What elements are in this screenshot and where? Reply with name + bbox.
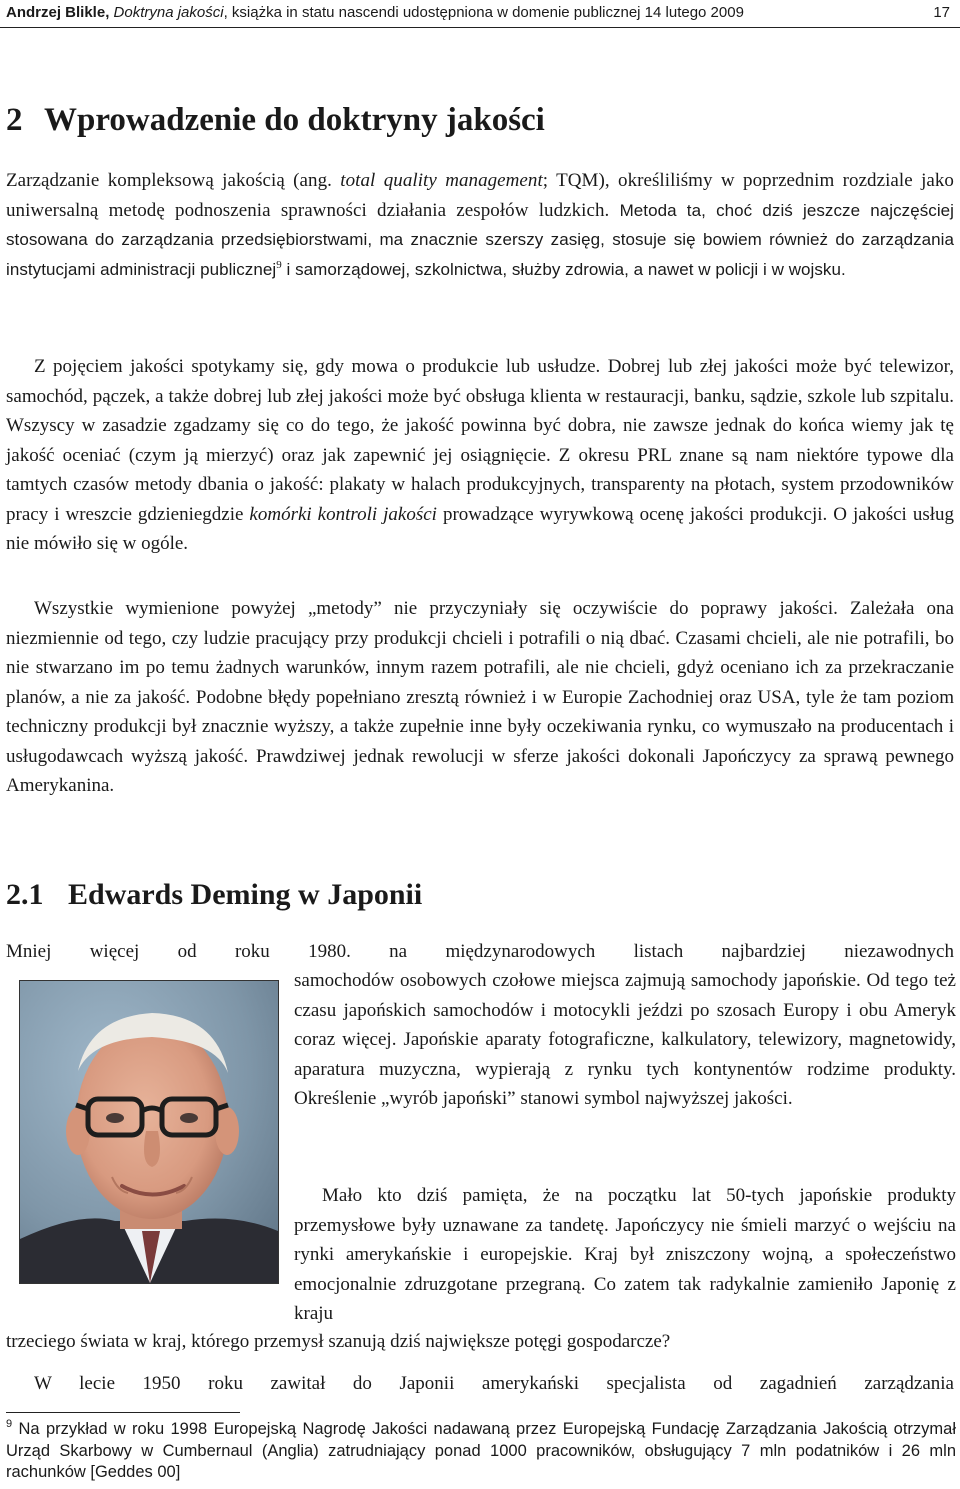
portrait-photo xyxy=(19,980,279,1284)
section-title: Edwards Deming w Japonii xyxy=(68,878,423,911)
paragraph-1-text-e: i samorządowej, szkolnictwa, służby zdrowia, a nawet w policji i w wojsku. xyxy=(281,259,846,279)
footnote-number: 9 xyxy=(6,1418,13,1430)
paragraph-2-text-a: Z pojęciem jakości spotykamy się, gdy mowa o produkcie lub usłudze. Dobrej lub złej jakości może być telewizor, samochód, pączek, a także dobrej lub złej jakości może być obsługa klienta w restauracji, banku, sądzie, szkole lub szpitalu. Wszyscy w zasadzie zgadzamy się co do tego, że jakość powinna być dobra, nie zawsze jednak do końca wiemy jak tę jakość oceniać (czym ją mierzyć) oraz jak zapewnić jej osiągnięcie. Z okresu PRL znane są nam niektóre typowe dla tamtych czasów metody dbania o jakość: plakaty w halach produkcyjnych, transparenty na płotach, system przodowników pracy i wreszcie gdzieniegdzie xyxy=(6,356,954,525)
footnote-rule xyxy=(6,1412,240,1413)
chapter-title: Wprowadzenie do doktryny jakości xyxy=(44,102,545,138)
paragraph-1-text-d: Metoda ta, choć dziś jeszcze najczęściej stosowana do zarządzania przedsiębiorstwami, ma znacznie szerszy zasięg, stosuje się bowiem również do zarządzania instytucjami administracji publicznej xyxy=(6,200,954,279)
running-head-text xyxy=(6,2,744,24)
paragraph-4-rest: samochodów osobowych czołowe miejsca zajmują samochody japońskie. Od tego też czasu japońskich samochodów i motocykli jeździ po szosach Europy i obu Ameryk coraz więcej. Japońskie aparaty fotograficzne, kalkulatory, telewizory, magnetowidy, aparatura muzyczna, wypierają z rynku tych kontynentów rodzime produkty. Określenie „wyrób japoński” stanowi symbol najwyższej jakości. xyxy=(294,970,956,1109)
paragraph-1-term: total quality management xyxy=(340,170,543,191)
paragraph-1-text-c: ; TQM), określiliśmy w poprzednim rozdziale jako uniwersalną metodę podnoszenia sprawności działania zespołów ludzkich. xyxy=(6,170,954,221)
page-number: 17 xyxy=(933,4,950,21)
paragraph-2-term: komórki kontroli jakości xyxy=(249,503,437,525)
section-number: 2.1 xyxy=(6,878,44,911)
header-rule xyxy=(0,27,960,28)
paragraph-5: Mało kto dziś pamięta, że na początku lat 50-tych japońskie produkty przemysłowe były uznawane za tandetę. Japończycy nie śmieli marzyć o wejściu na rynki amerykańskie i europejskie. Kraj był zniszczony wojną, a społeczeństwo emocjonalnie zdruzgotane przegraną. Co zatem tak radykalnie zamieniło Japonię z kraju xyxy=(294,1185,956,1324)
footnote-text: Na przykład w roku 1998 Europejską Nagrodę Jakości nadawaną przez Europejską Fundację Zarządzania Jakością otrzymał Urząd Skarbowy w Cumbernaul (Anglia) zatrudniający ponad 1000 pracowników, obsługujący 7 mln podatników i 26 mln rachunków [Geddes 00] xyxy=(6,1420,956,1481)
running-head-rest: , książka in statu nascendi udostępniona w domenie publicznej 14 lutego 2009 xyxy=(223,4,744,21)
chapter-heading xyxy=(6,100,545,140)
section-heading xyxy=(6,876,422,914)
paragraph-1 xyxy=(6,166,954,284)
paragraph-4-first-line: Mniej więcej od roku 1980. na międzynarodowych listach najbardziej niezawodnych xyxy=(6,941,954,962)
running-head-author: Andrzej Blikle, xyxy=(6,4,110,21)
footnote-9 xyxy=(6,1419,956,1484)
paragraph-6: W lecie 1950 roku zawitał do Japonii amerykański specjalista od zagadnień zarządzania xyxy=(34,1373,954,1394)
footnote-ref-9[interactable]: 9 xyxy=(276,258,282,271)
paragraph-5-tail: trzeciego świata w kraj, którego przemysł szanują dziś największe potęgi gospodarcze? xyxy=(6,1331,671,1352)
chapter-number: 2 xyxy=(6,102,23,138)
paragraph-2 xyxy=(6,352,954,559)
portrait-illustration xyxy=(20,981,278,1283)
running-head-title: Doktryna jakości xyxy=(113,4,224,21)
paragraph-2-text-c: prowadzące wyrywkową ocenę jakości produkcji. O jakości usług nie mówiło się w ogóle. xyxy=(6,503,954,554)
running-head xyxy=(6,2,956,24)
paragraph-3: Wszystkie wymienione powyżej „metody” nie przyczyniały się oczywiście do poprawy jakości. Zależała ona niezmiennie od tego, czy ludzie pracujący przy produkcji chcieli i potrafili o nią dbać. Czasami chcieli, ale nie potrafili, bo nie stwarzano im po temu żadnych warunków, innym razem potrafili, ale nie chcieli, gdyż oceniano ich za przekraczanie planów, a nie za jakość. Podobne błędy popełniano zresztą również i w Europie Zachodniej oraz USA, tyle że tam poziom techniczny produkcji był znacznie wyższy, a także zupełnie inne były oczekiwania rynku, co wymuszało na producentach i usługodawcach wyższą jakość. Prawdziwej jednak rewolucji w sferze jakości dokonali Japończycy za sprawą pewnego Amerykanina. xyxy=(6,598,954,796)
paragraph-1-text-a: Zarządzanie kompleksową jakością (ang. xyxy=(6,170,341,191)
